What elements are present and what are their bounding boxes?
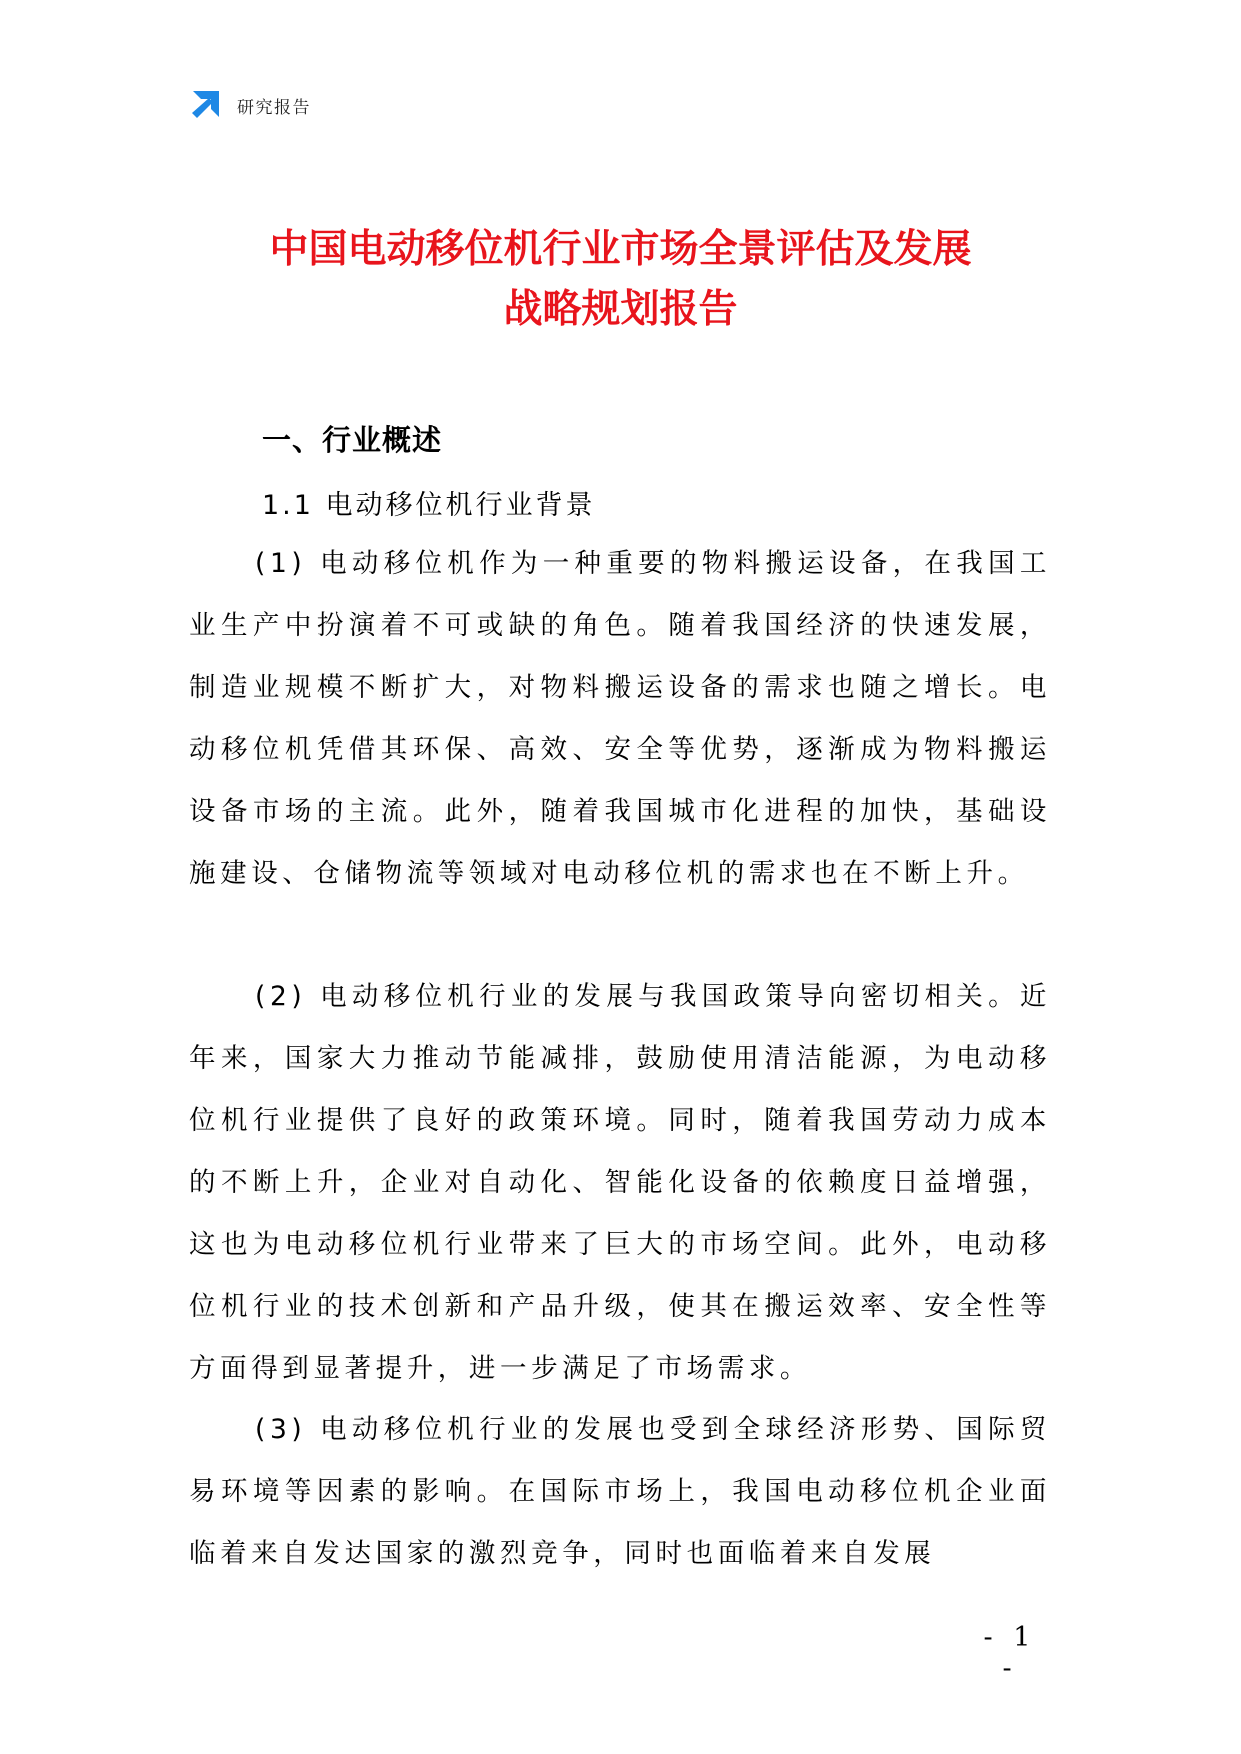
arrow-up-right-icon [189,89,221,121]
paragraph-3: (3) 电动移位机行业的发展也受到全球经济形势、国际贸易环境等因素的影响。在国际市场上，我国电动移位机企业面临着来自发达国家的激烈竞争，同时也面临着来自发展 [189,1414,1051,1569]
paragraph-1: (1) 电动移位机作为一种重要的物料搬运设备，在我国工业生产中扮演着不可或缺的角色。随着我国经济的快速发展，制造业规模不断扩大，对物料搬运设备的需求也随之增长。电动移位机凭借其环保、高效、安全等优势，逐渐成为物料搬运设备市场的主流。此外，随着我国城市化进程的加快，基础设施建设、仓储物流等领域对电动移位机的需求也在不断上升。 [189,548,1051,889]
paragraph-2: (2) 电动移位机行业的发展与我国政策导向密切相关。近年来，国家大力推动节能减排，鼓励使用清洁能源，为电动移位机行业提供了良好的政策环境。同时，随着我国劳动力成本的不断上升，企业对自动化、智能化设备的依赖度日益增强，这也为电动移位机行业带来了巨大的市场空间。此外，电动移位机行业的技术创新和产品升级，使其在搬运效率、安全性等方面得到显著提升，进一步满足了市场需求。 [189,981,1051,1384]
page-number: - 1 - [983,1622,1037,1684]
section-heading: 一、行业概述 [262,423,443,457]
report-title [150,220,1091,340]
report-header [189,88,311,122]
title-line-1: 中国电动移位机行业市场全景评估及发展 [269,227,972,272]
header-label: 研究报告 [237,97,311,118]
title-line-2: 战略规划报告 [503,287,738,332]
subsection-heading: 1.1 电动移位机行业背景 [262,490,596,521]
